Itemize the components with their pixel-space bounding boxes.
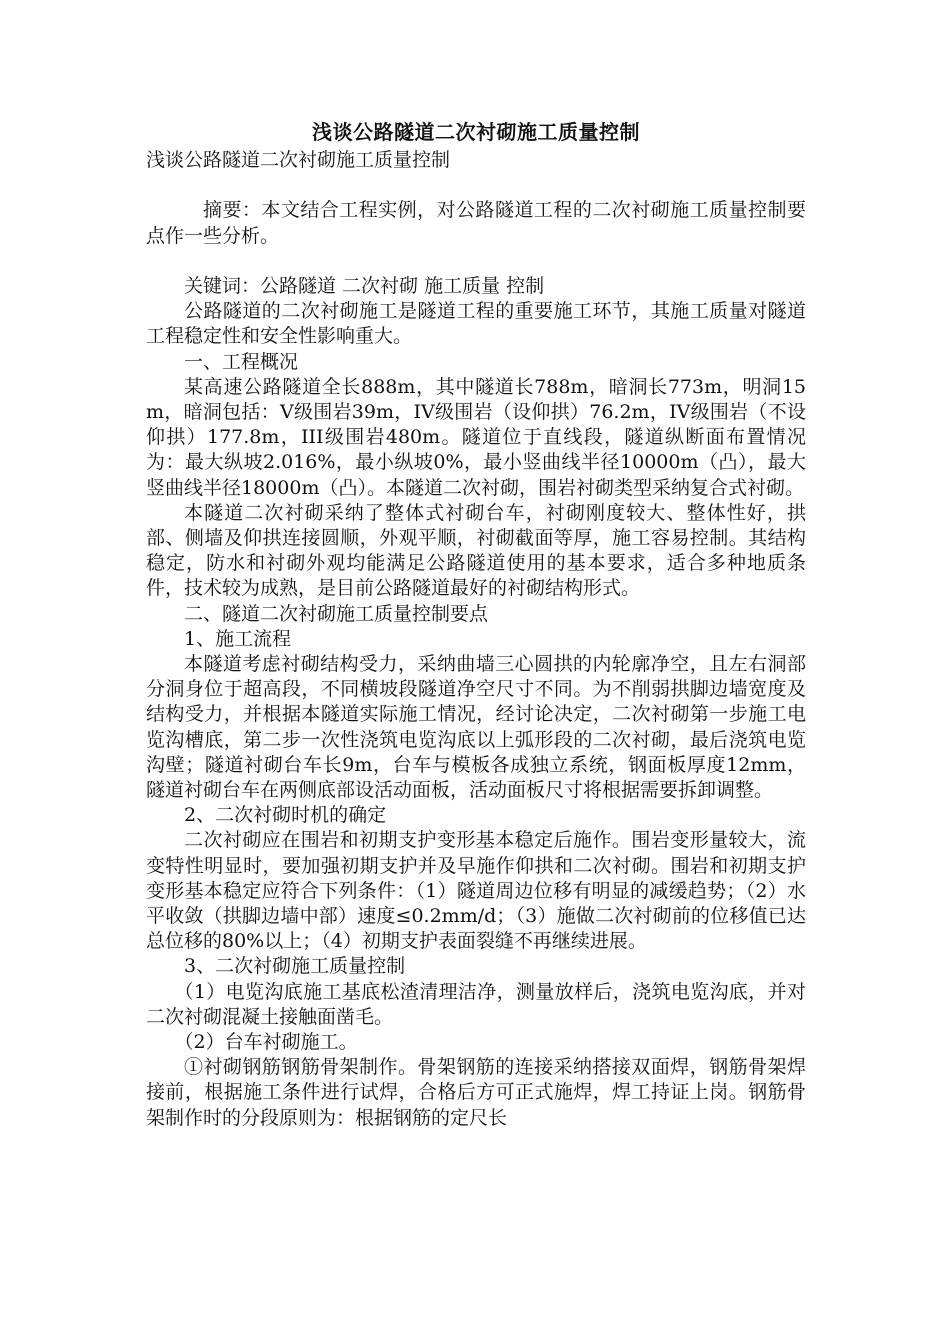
blank-line <box>146 173 806 198</box>
subsection-heading: 3、二次衬砌施工质量控制 <box>184 955 406 978</box>
section-heading: 二、隧道二次衬砌施工质量控制要点 <box>184 602 489 625</box>
subsection-heading: 1、施工流程 <box>184 627 292 650</box>
section-heading: 一、工程概况 <box>184 350 299 373</box>
document-page <box>146 118 806 1131</box>
document-subtitle: 浅谈公路隧道二次衬砌施工质量控制 <box>146 149 451 171</box>
body-paragraph: 某高速公路隧道全长888m，其中隧道长788m，暗洞长773m，明洞15m，暗洞包括：V级围岩39m，IV级围岩（设仰拱）76.2m，IV级围岩（不设仰拱）177.8m，III级围岩480m。隧道位于直线段，隧道纵断面布置情况为：最大纵坡2.016%，最小纵坡0%，最小竖曲线半径10000m（凸），最大竖曲线半径18000m（凸）。本隧道二次衬砌，围岩衬砌类型采纳复合式衬砌。 <box>146 375 806 499</box>
body-paragraph: ①衬砌钢筋钢筋骨架制作。骨架钢筋的连接采纳搭接双面焊，钢筋骨架焊接前，根据施工条件进行试焊，合格后方可正式施焊，焊工持证上岗。钢筋骨架制作时的分段原则为：根据钢筋的定尺长 <box>146 1056 806 1129</box>
abstract-paragraph: 摘要：本文结合工程实例，对公路隧道工程的二次衬砌施工质量控制要点作一些分析。 <box>146 199 806 247</box>
intro-paragraph: 公路隧道的二次衬砌施工是隧道工程的重要施工环节，其施工质量对隧道工程稳定性和安全性影响重大。 <box>146 300 806 348</box>
list-item-paragraph: （2）台车衬砌施工。 <box>174 1031 358 1054</box>
body-paragraph: 本隧道考虑衬砌结构受力，采纳曲墙三心圆拱的内轮廓净空，且左右洞部分洞身位于超高段，不同横坡段隧道净空尺寸不同。为不削弱拱脚边墙宽度及结构受力，并根据本隧道实际施工情况，经讨论决定，二次衬砌第一步施工电览沟槽底，第二步一次性浇筑电览沟底以上弧形段的二次衬砌，最后浇筑电览沟壁；隧道衬砌台车长9m，台车与模板各成独立系统，钢面板厚度12mm，隧道衬砌台车在两侧底部设活动面板，活动面板尺寸将根据需要拆卸调整。 <box>146 653 806 802</box>
body-paragraph: 二次衬砌应在围岩和初期支护变形基本稳定后施作。围岩变形量较大，流变特性明显时，要加强初期支护并及早施作仰拱和二次衬砌。围岩和初期支护变形基本稳定应符合下列条件：（1）隧道周边位移有明显的减缓趋势；（2）水平收敛（拱脚边墙中部）速度≤0.2mm/d；（3）施做二次衬砌前的位移值已达总位移的80%以上；（4）初期支护表面裂缝不再继续进展。 <box>146 829 806 953</box>
subsection-heading: 2、二次衬砌时机的确定 <box>184 804 387 827</box>
keywords-paragraph: 关键词：公路隧道 二次衬砌 施工质量 控制 <box>184 274 545 297</box>
document-title: 浅谈公路隧道二次衬砌施工质量控制 <box>312 120 640 144</box>
blank-line <box>146 249 806 274</box>
body-paragraph: 本隧道二次衬砌采纳了整体式衬砌台车，衬砌刚度较大、整体性好，拱部、侧墙及仰拱连接圆顺，外观平顺，衬砌截面等厚，施工容易控制。其结构稳定，防水和衬砌外观均能满足公路隧道使用的基本要求，适合多种地质条件，技术较为成熟，是目前公路隧道最好的衬砌结构形式。 <box>146 501 806 600</box>
list-item-paragraph: （1）电览沟底施工基底松渣清理洁净，测量放样后，浇筑电览沟底，并对二次衬砌混凝土接触面凿毛。 <box>146 980 806 1028</box>
